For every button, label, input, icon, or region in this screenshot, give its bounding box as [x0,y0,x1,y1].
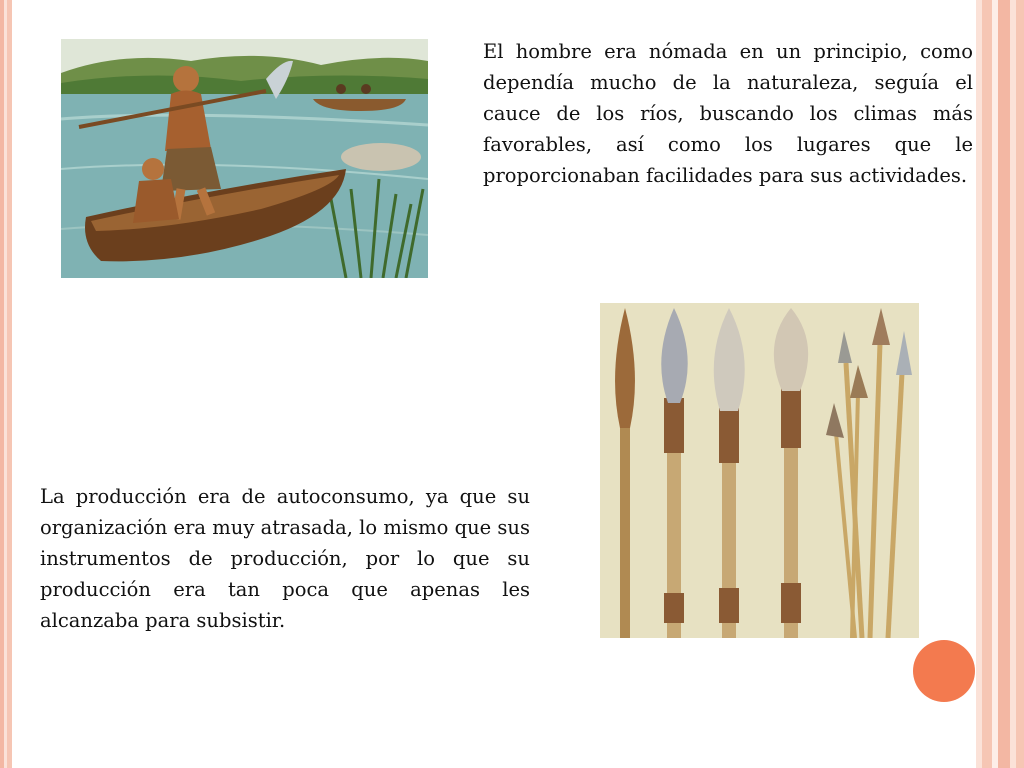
nomadic-man-paragraph: El hombre era nómada en un principio, como dependía mucho de la naturaleza, seguía el cauce de los ríos, buscando los climas más favorables, así como los lugares que le proporcionaban facilidades para sus actividades. [483,40,973,187]
production-paragraph: La producción era de autoconsumo, ya que su organización era muy atrasada, lo mismo que sus instrumentos de producción, por lo que su producción era tan poca que apenas les alcanzaba para subsistir. [40,485,530,632]
right-border-decoration [976,0,1024,768]
stone-spearheads-image [600,303,919,638]
left-border-decoration [0,0,12,768]
fishing-canoe-image [61,39,428,278]
accent-circle [913,640,975,702]
